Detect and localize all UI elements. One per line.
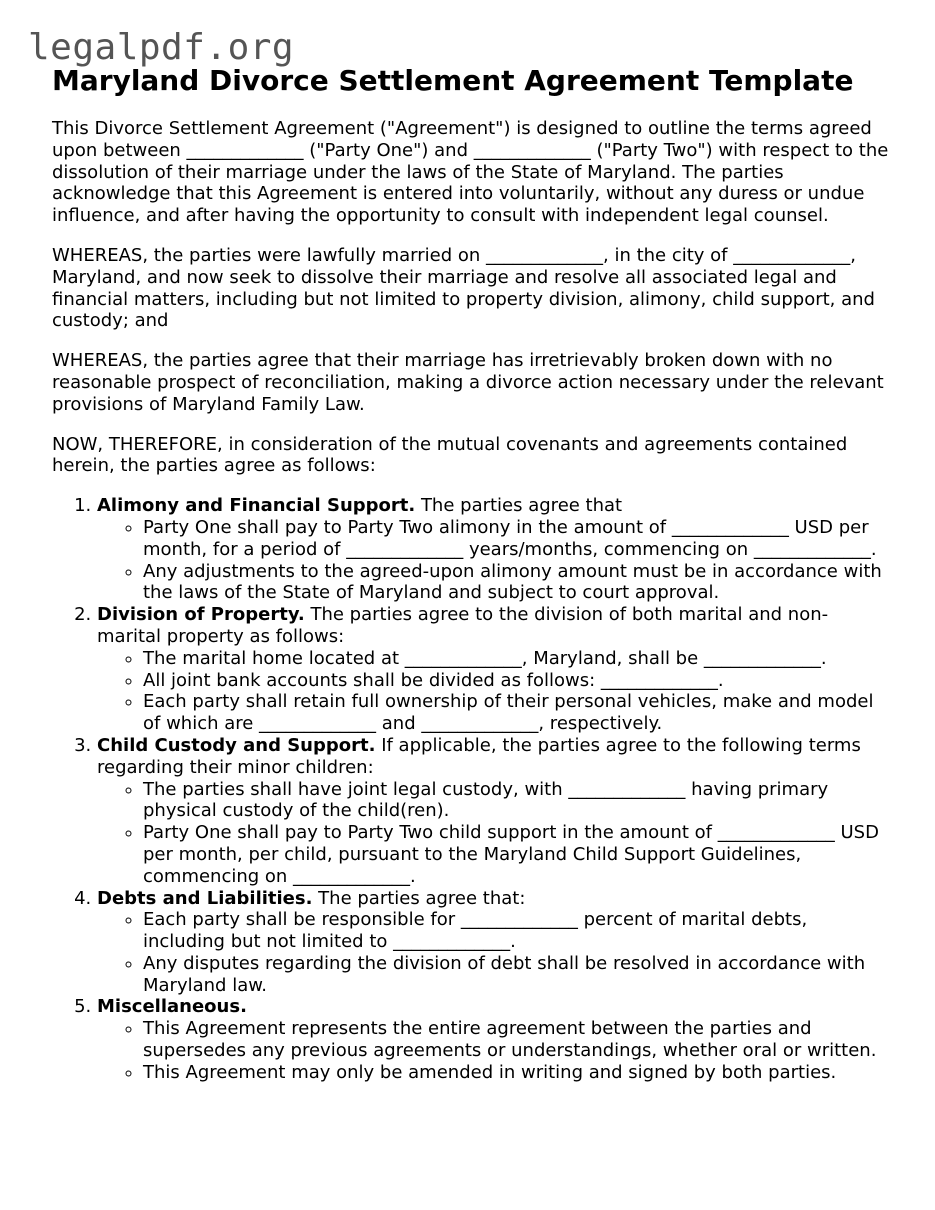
list-item: ◦ Each party shall retain full ownership of their personal vehicles, make and model of which are _____________ and _____________, respectively. [143,691,892,735]
list-item: ◦ All joint bank accounts shall be divided as follows: _____________. [143,670,892,692]
section-items [97,517,892,604]
intro-paragraph: This Divorce Settlement Agreement ("Agreement") is designed to outline the terms agreed upon between _____________ ("Party One") and _____________ ("Party Two") with respect to the dissolution of their marriage under the laws of the State of Maryland. The parties acknowledge that this Agreement is entered into voluntarily, without any duress or undue influence, and after having the opportunity to consult with independent legal counsel. [52,118,889,227]
watermark-logo: legalpdf.org [28,27,295,68]
section-title: Miscellaneous. [97,996,247,1018]
section-miscellaneous [97,996,892,1083]
list-item: ◦ This Agreement may only be amended in writing and signed by both parties. [143,1062,892,1084]
list-item: ◦ Each party shall be responsible for _____________ percent of marital debts, including but not limited to _____________. [143,909,892,953]
section-custody [97,735,892,888]
section-property [97,604,892,735]
list-item: ◦ The marital home located at _____________, Maryland, shall be _____________. [143,648,892,670]
section-intro: The parties agree that [415,495,623,517]
list-item: ◦ Any adjustments to the agreed-upon alimony amount must be in accordance with the laws of the State of Maryland and subject to court approval. [143,561,892,605]
section-items [97,1018,892,1083]
list-item: ◦ Party One shall pay to Party Two child support in the amount of _____________ USD per month, per child, pursuant to the Maryland Child Support Guidelines, commencing on _____________. [143,822,892,887]
document-page [52,62,892,1084]
now-therefore-paragraph: NOW, THEREFORE, in consideration of the mutual covenants and agreements contained herein, the parties agree as follows: [52,433,848,477]
section-alimony [97,495,892,604]
list-item: ◦ This Agreement represents the entire agreement between the parties and supersedes any previous agreements or understandings, whether oral or written. [143,1018,892,1062]
section-intro: The parties agree that: [312,887,526,909]
whereas-broken-down-paragraph: WHEREAS, the parties agree that their marriage has irretrievably broken down with no reasonable prospect of reconciliation, making a divorce action necessary under the relevant provisions of Maryland Family Law. [52,350,884,415]
section-items [97,909,892,996]
sections-list [52,495,892,1084]
list-item: ◦ Party One shall pay to Party Two alimony in the amount of _____________ USD per month, for a period of _____________ years/months, commencing on _____________. [143,517,892,561]
document-title: Maryland Divorce Settlement Agreement Template [52,64,854,97]
section-debts [97,888,892,997]
section-title: Debts and Liabilities. [97,887,313,909]
section-title: Division of Property. [97,604,305,626]
section-intro: The parties agree to the division of both marital and non-marital property as follows: [97,604,829,647]
whereas-married-paragraph: WHEREAS, the parties were lawfully married on _____________, in the city of _____________, Maryland, and now seek to dissolve their marriage and resolve all associated legal and financial matters, including but not limited to property division, alimony, child support, and custody; and [52,244,875,332]
section-items [97,648,892,735]
section-title: Child Custody and Support. [97,734,376,756]
section-title: Alimony and Financial Support. [97,495,416,517]
section-items [97,779,892,888]
list-item: ◦ The parties shall have joint legal custody, with _____________ having primary physical custody of the child(ren). [143,779,892,823]
list-item: ◦ Any disputes regarding the division of debt shall be resolved in accordance with Maryland law. [143,953,892,997]
section-intro: If applicable, the parties agree to the following terms regarding their minor children: [97,734,861,778]
